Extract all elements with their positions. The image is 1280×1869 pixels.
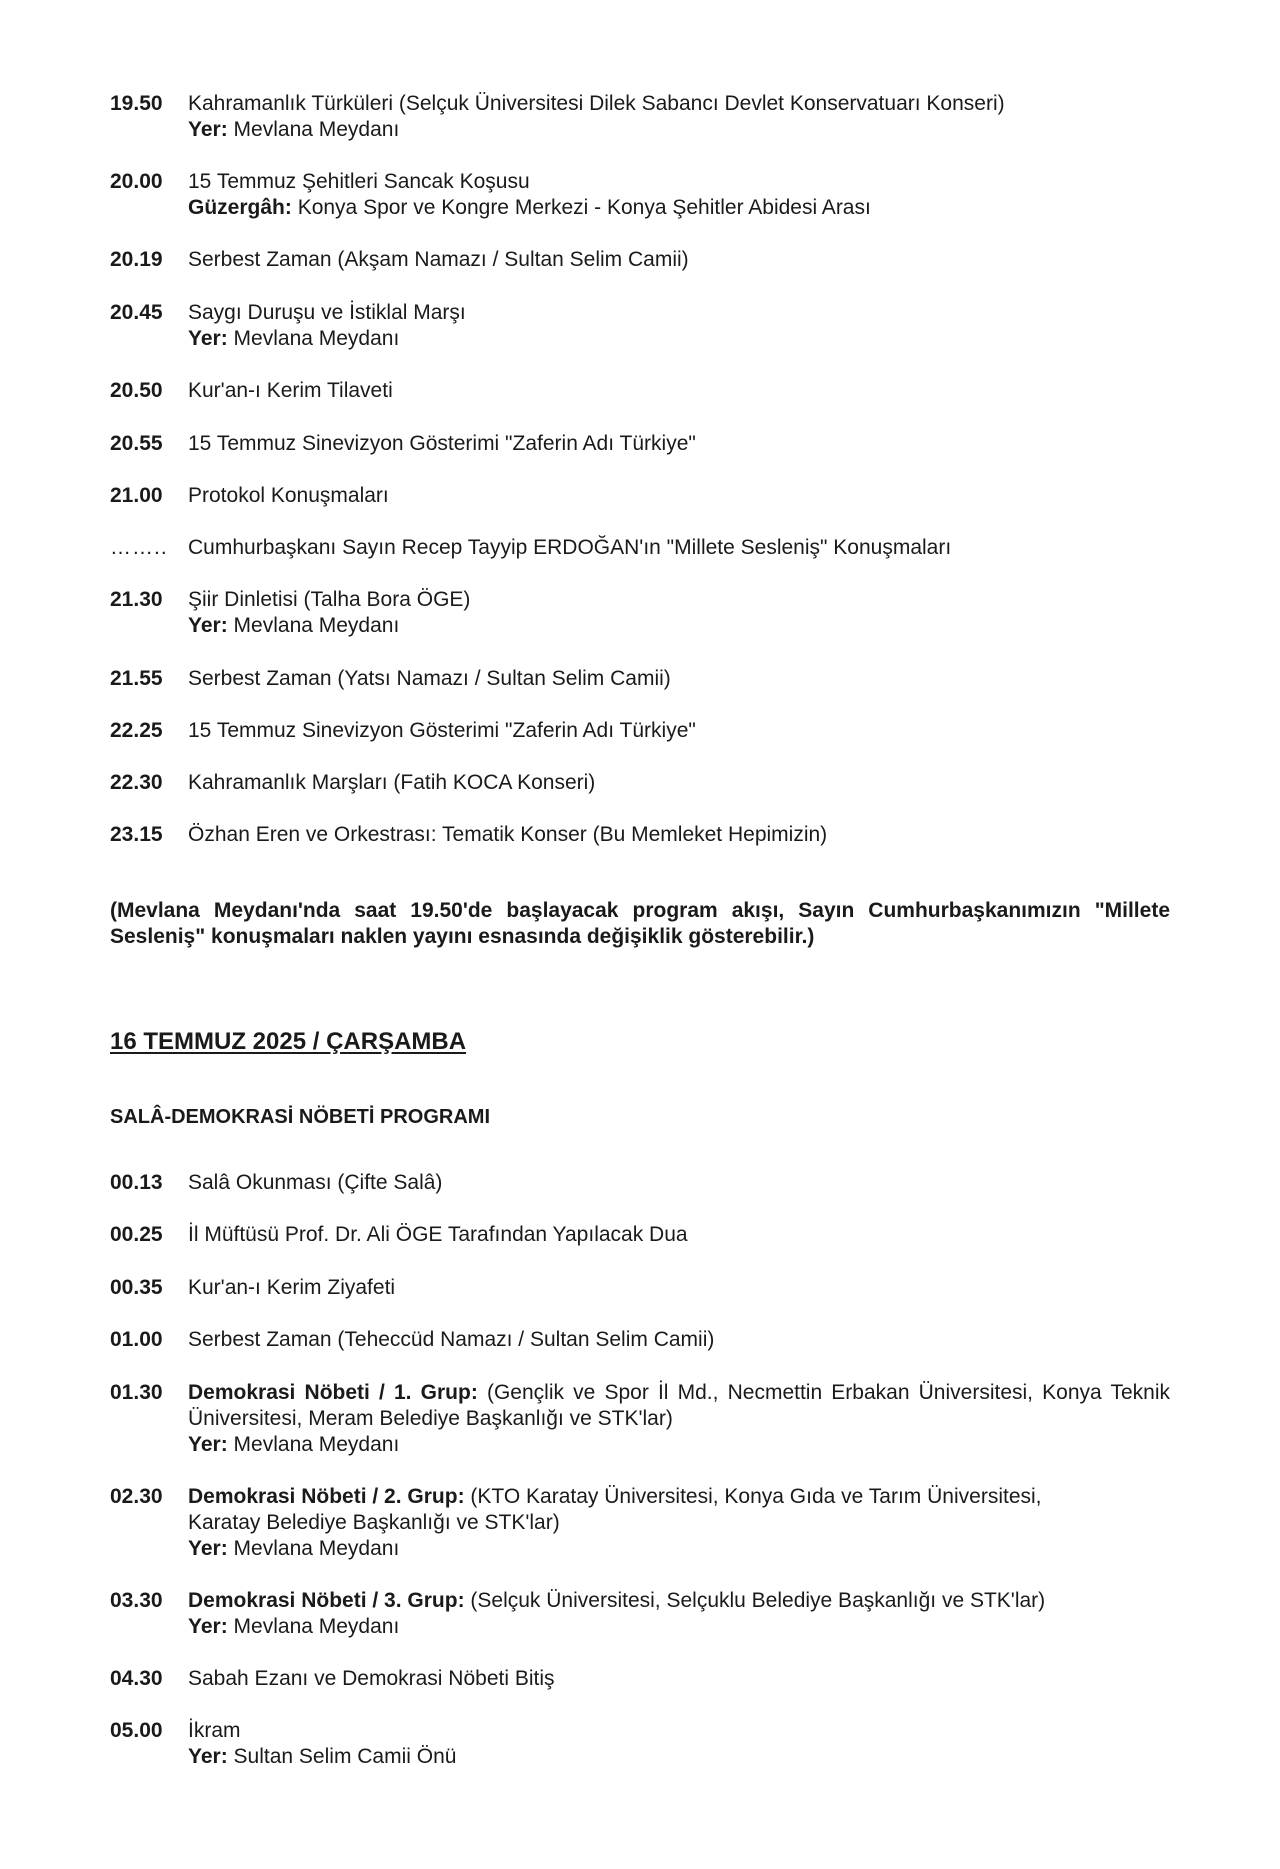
entry-time: 05.00 — [110, 1719, 163, 1742]
entry-time: 02.30 — [110, 1485, 163, 1508]
place-value: Sultan Selim Camii Önü — [233, 1745, 457, 1768]
entry-text: (Gençlik ve Spor İl Md., Necmettin Erbakan Üniversitesi, Konya Teknik Üniversitesi, Meram Belediye Başkanlığı ve STK'lar) — [188, 1381, 1170, 1430]
place-label: Yer: — [188, 1537, 228, 1560]
entry-time: 01.00 — [110, 1328, 163, 1351]
entry-text-cont: Karatay Belediye Başkanlığı ve STK'lar) — [188, 1511, 560, 1534]
place-label: Yer: — [188, 1745, 228, 1768]
entry-time: 22.25 — [110, 719, 163, 742]
entry-time: 22.30 — [110, 771, 163, 794]
entry-text: 15 Temmuz Sinevizyon Gösterimi "Zaferin Adı Türkiye" — [188, 432, 696, 455]
entry-time: 21.55 — [110, 667, 163, 690]
entry-text: Kur'an-ı Kerim Tilaveti — [188, 379, 393, 402]
entry-text: İkram — [188, 1719, 241, 1742]
group-label: Demokrasi Nöbeti / 1. Grup: — [188, 1381, 478, 1404]
entry-time: 20.55 — [110, 432, 163, 455]
day-heading: 16 TEMMUZ 2025 / ÇARŞAMBA — [110, 1028, 467, 1055]
entry-text: Cumhurbaşkanı Sayın Recep Tayyip ERDOĞAN'ın "Millete Sesleniş" Konuşmaları — [188, 536, 952, 559]
place-label: Yer: — [188, 327, 228, 350]
entry-text: Salâ Okunması (Çifte Salâ) — [188, 1171, 443, 1194]
entry-text: Özhan Eren ve Orkestrası: Tematik Konser (Bu Memleket Hepimizin) — [188, 823, 828, 846]
entry-text: Serbest Zaman (Akşam Namazı / Sultan Selim Camii) — [188, 248, 689, 271]
place-label: Yer: — [188, 614, 228, 637]
entry-time: 20.50 — [110, 379, 163, 402]
place-value: Mevlana Meydanı — [233, 1537, 400, 1560]
entry-text: 15 Temmuz Şehitleri Sancak Koşusu — [188, 170, 530, 193]
entry-time: 21.30 — [110, 588, 163, 611]
route-value: Konya Spor ve Kongre Merkezi - Konya Şehitler Abidesi Arası — [297, 196, 871, 219]
entry-time: 03.30 — [110, 1589, 163, 1612]
place-value: Mevlana Meydanı — [233, 118, 400, 141]
entry-text: Sabah Ezanı ve Demokrasi Nöbeti Bitiş — [188, 1667, 555, 1690]
entry-text: Kur'an-ı Kerim Ziyafeti — [188, 1276, 396, 1299]
entry-time: 00.13 — [110, 1171, 163, 1194]
entry-text: (Selçuk Üniversitesi, Selçuklu Belediye Başkanlığı ve STK'lar) — [470, 1589, 1046, 1612]
entry-time: 19.50 — [110, 92, 163, 115]
entry-text: (KTO Karatay Üniversitesi, Konya Gıda ve Tarım Üniversitesi, — [470, 1485, 1042, 1508]
entry-text: 15 Temmuz Sinevizyon Gösterimi "Zaferin Adı Türkiye" — [188, 719, 696, 742]
entry-time: 04.30 — [110, 1667, 163, 1690]
group-label: Demokrasi Nöbeti / 2. Grup: — [188, 1485, 465, 1508]
route-label: Güzergâh: — [188, 196, 292, 219]
program-heading: SALÂ-DEMOKRASİ NÖBETİ PROGRAMI — [110, 1106, 490, 1128]
place-label: Yer: — [188, 1433, 228, 1456]
entry-text: Serbest Zaman (Teheccüd Namazı / Sultan Selim Camii) — [188, 1328, 715, 1351]
entry-text: Saygı Duruşu ve İstiklal Marşı — [188, 301, 466, 324]
entry-time: 00.25 — [110, 1223, 163, 1246]
place-label: Yer: — [188, 118, 228, 141]
entry-text: Protokol Konuşmaları — [188, 484, 389, 507]
entry-time: 01.30 — [110, 1381, 163, 1404]
entry-time: 21.00 — [110, 484, 163, 507]
entry-time: 20.00 — [110, 170, 163, 193]
group-label: Demokrasi Nöbeti / 3. Grup: — [188, 1589, 465, 1612]
entry-text: Kahramanlık Marşları (Fatih KOCA Konseri) — [188, 771, 596, 794]
place-value: Mevlana Meydanı — [233, 327, 400, 350]
entry-time: 00.35 — [110, 1276, 163, 1299]
place-label: Yer: — [188, 1615, 228, 1638]
entry-text: Şiir Dinletisi (Talha Bora ÖGE) — [188, 588, 471, 611]
entry-text: İl Müftüsü Prof. Dr. Ali ÖGE Tarafından Yapılacak Dua — [188, 1223, 688, 1246]
entry-text: Kahramanlık Türküleri (Selçuk Üniversitesi Dilek Sabancı Devlet Konservatuarı Konseri) — [188, 92, 1005, 115]
place-value: Mevlana Meydanı — [233, 614, 400, 637]
entry-time: 20.45 — [110, 301, 163, 324]
place-value: Mevlana Meydanı — [233, 1433, 400, 1456]
place-value: Mevlana Meydanı — [233, 1615, 400, 1638]
entry-time-placeholder: …….. — [110, 536, 168, 559]
entry-time: 20.19 — [110, 248, 163, 271]
entry-text: Serbest Zaman (Yatsı Namazı / Sultan Selim Camii) — [188, 667, 671, 690]
entry-time: 23.15 — [110, 823, 163, 846]
program-note: (Mevlana Meydanı'nda saat 19.50'de başlayacak program akışı, Sayın Cumhurbaşkanımızın "Millete Sesleniş" konuşmaları naklen yayını esnasında değişiklik gösterebilir.) — [110, 899, 1170, 948]
